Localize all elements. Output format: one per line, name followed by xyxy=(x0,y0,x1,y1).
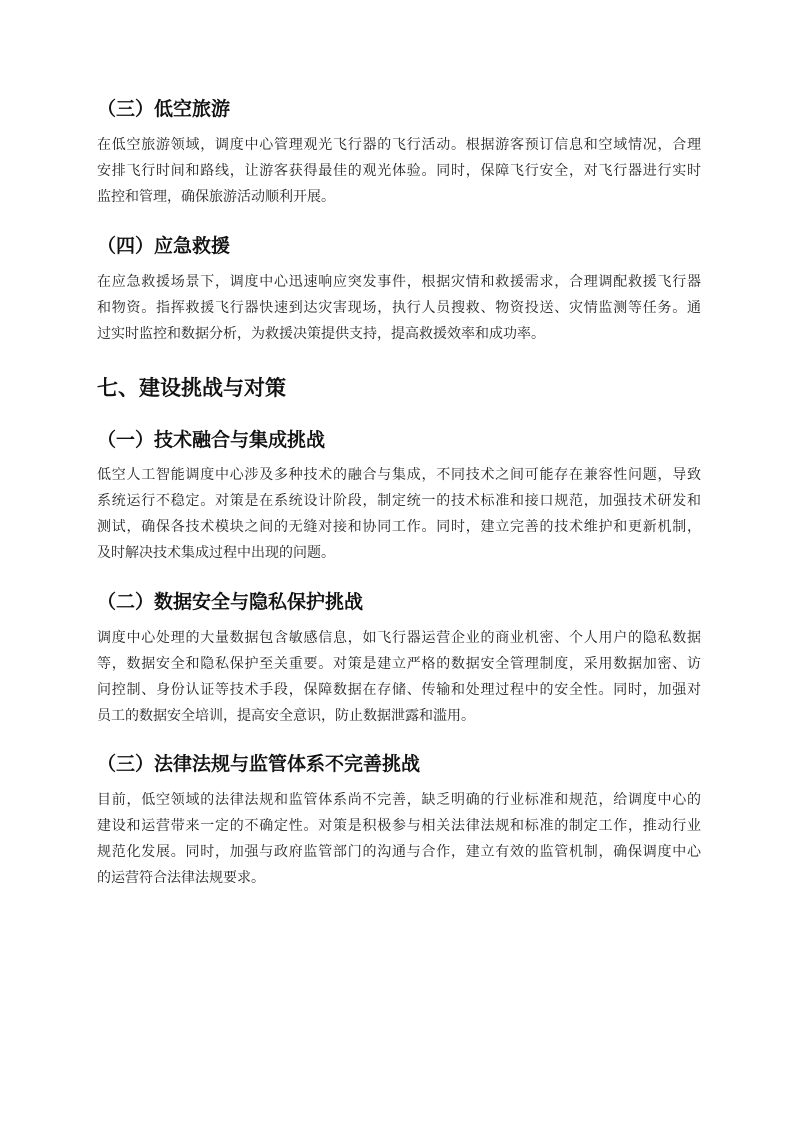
paragraph-low-altitude-tourism xyxy=(97,132,701,210)
heading-low-altitude-tourism: （三）低空旅游 xyxy=(97,98,231,120)
paragraph-legal-regulatory xyxy=(97,787,701,891)
paragraph-tech-integration xyxy=(97,462,701,566)
text-line: 安排飞行时间和路线，让游客获得最佳的观光体验。同时，保障飞行安全，对飞行器进行实时 xyxy=(97,163,701,179)
paragraph-emergency-rescue xyxy=(97,269,701,347)
text-line: 在应急救援场景下，调度中心迅速响应突发事件，根据灾情和救援需求，合理调配救援飞行器 xyxy=(97,274,701,290)
text-line: 及时解决技术集成过程中出现的问题。 xyxy=(97,545,335,561)
text-line: 规范化发展。同时，加强与政府监管部门的沟通与合作，建立有效的监管机制，确保调度中心 xyxy=(97,844,701,860)
heading-data-security: （二）数据安全与隐私保护挑战 xyxy=(97,591,364,613)
paragraph-data-security xyxy=(97,625,701,729)
document-body xyxy=(97,92,701,891)
text-line: 调度中心处理的大量数据包含敏感信息，如飞行器运营企业的商业机密、个人用户的隐私数据 xyxy=(97,630,701,646)
heading-tech-integration: （一）技术融合与集成挑战 xyxy=(97,429,326,451)
heading-legal-regulatory: （三）法律法规与监管体系不完善挑战 xyxy=(97,753,421,775)
text-line: 等，数据安全和隐私保护至关重要。对策是建立严格的数据安全管理制度，采用数据加密、访 xyxy=(97,656,701,672)
text-line: 低空人工智能调度中心涉及多种技术的融合与集成，不同技术之间可能存在兼容性问题，导致 xyxy=(97,467,701,483)
chapter-heading-challenges: 七、建设挑战与对策 xyxy=(97,376,286,400)
text-line: 建设和运营带来一定的不确定性。对策是积极参与相关法律法规和标准的制定工作，推动行业 xyxy=(97,818,701,834)
text-line: 过实时监控和数据分析，为救援决策提供支持，提高救援效率和成功率。 xyxy=(97,326,545,342)
text-line: 员工的数据安全培训，提高安全意识，防止数据泄露和滥用。 xyxy=(97,708,475,724)
heading-emergency-rescue: （四）应急救援 xyxy=(97,235,231,257)
text-line: 系统运行不稳定。对策是在系统设计阶段，制定统一的技术标准和接口规范，加强技术研发和 xyxy=(97,493,701,509)
text-line: 监控和管理，确保旅游活动顺利开展。 xyxy=(97,189,335,205)
text-line: 的运营符合法律法规要求。 xyxy=(97,870,265,886)
text-line: 目前，低空领域的法律法规和监管体系尚不完善，缺乏明确的行业标准和规范，给调度中心的 xyxy=(97,792,701,808)
text-line: 在低空旅游领域，调度中心管理观光飞行器的飞行活动。根据游客预订信息和空域情况，合理 xyxy=(97,137,701,153)
text-line: 和物资。指挥救援飞行器快速到达灾害现场，执行人员搜救、物资投送、灾情监测等任务。通 xyxy=(97,300,701,316)
text-line: 测试，确保各技术模块之间的无缝对接和协同工作。同时，建立完善的技术维护和更新机制， xyxy=(97,519,701,535)
text-line: 问控制、身份认证等技术手段，保障数据在存储、传输和处理过程中的安全性。同时，加强对 xyxy=(97,682,701,698)
